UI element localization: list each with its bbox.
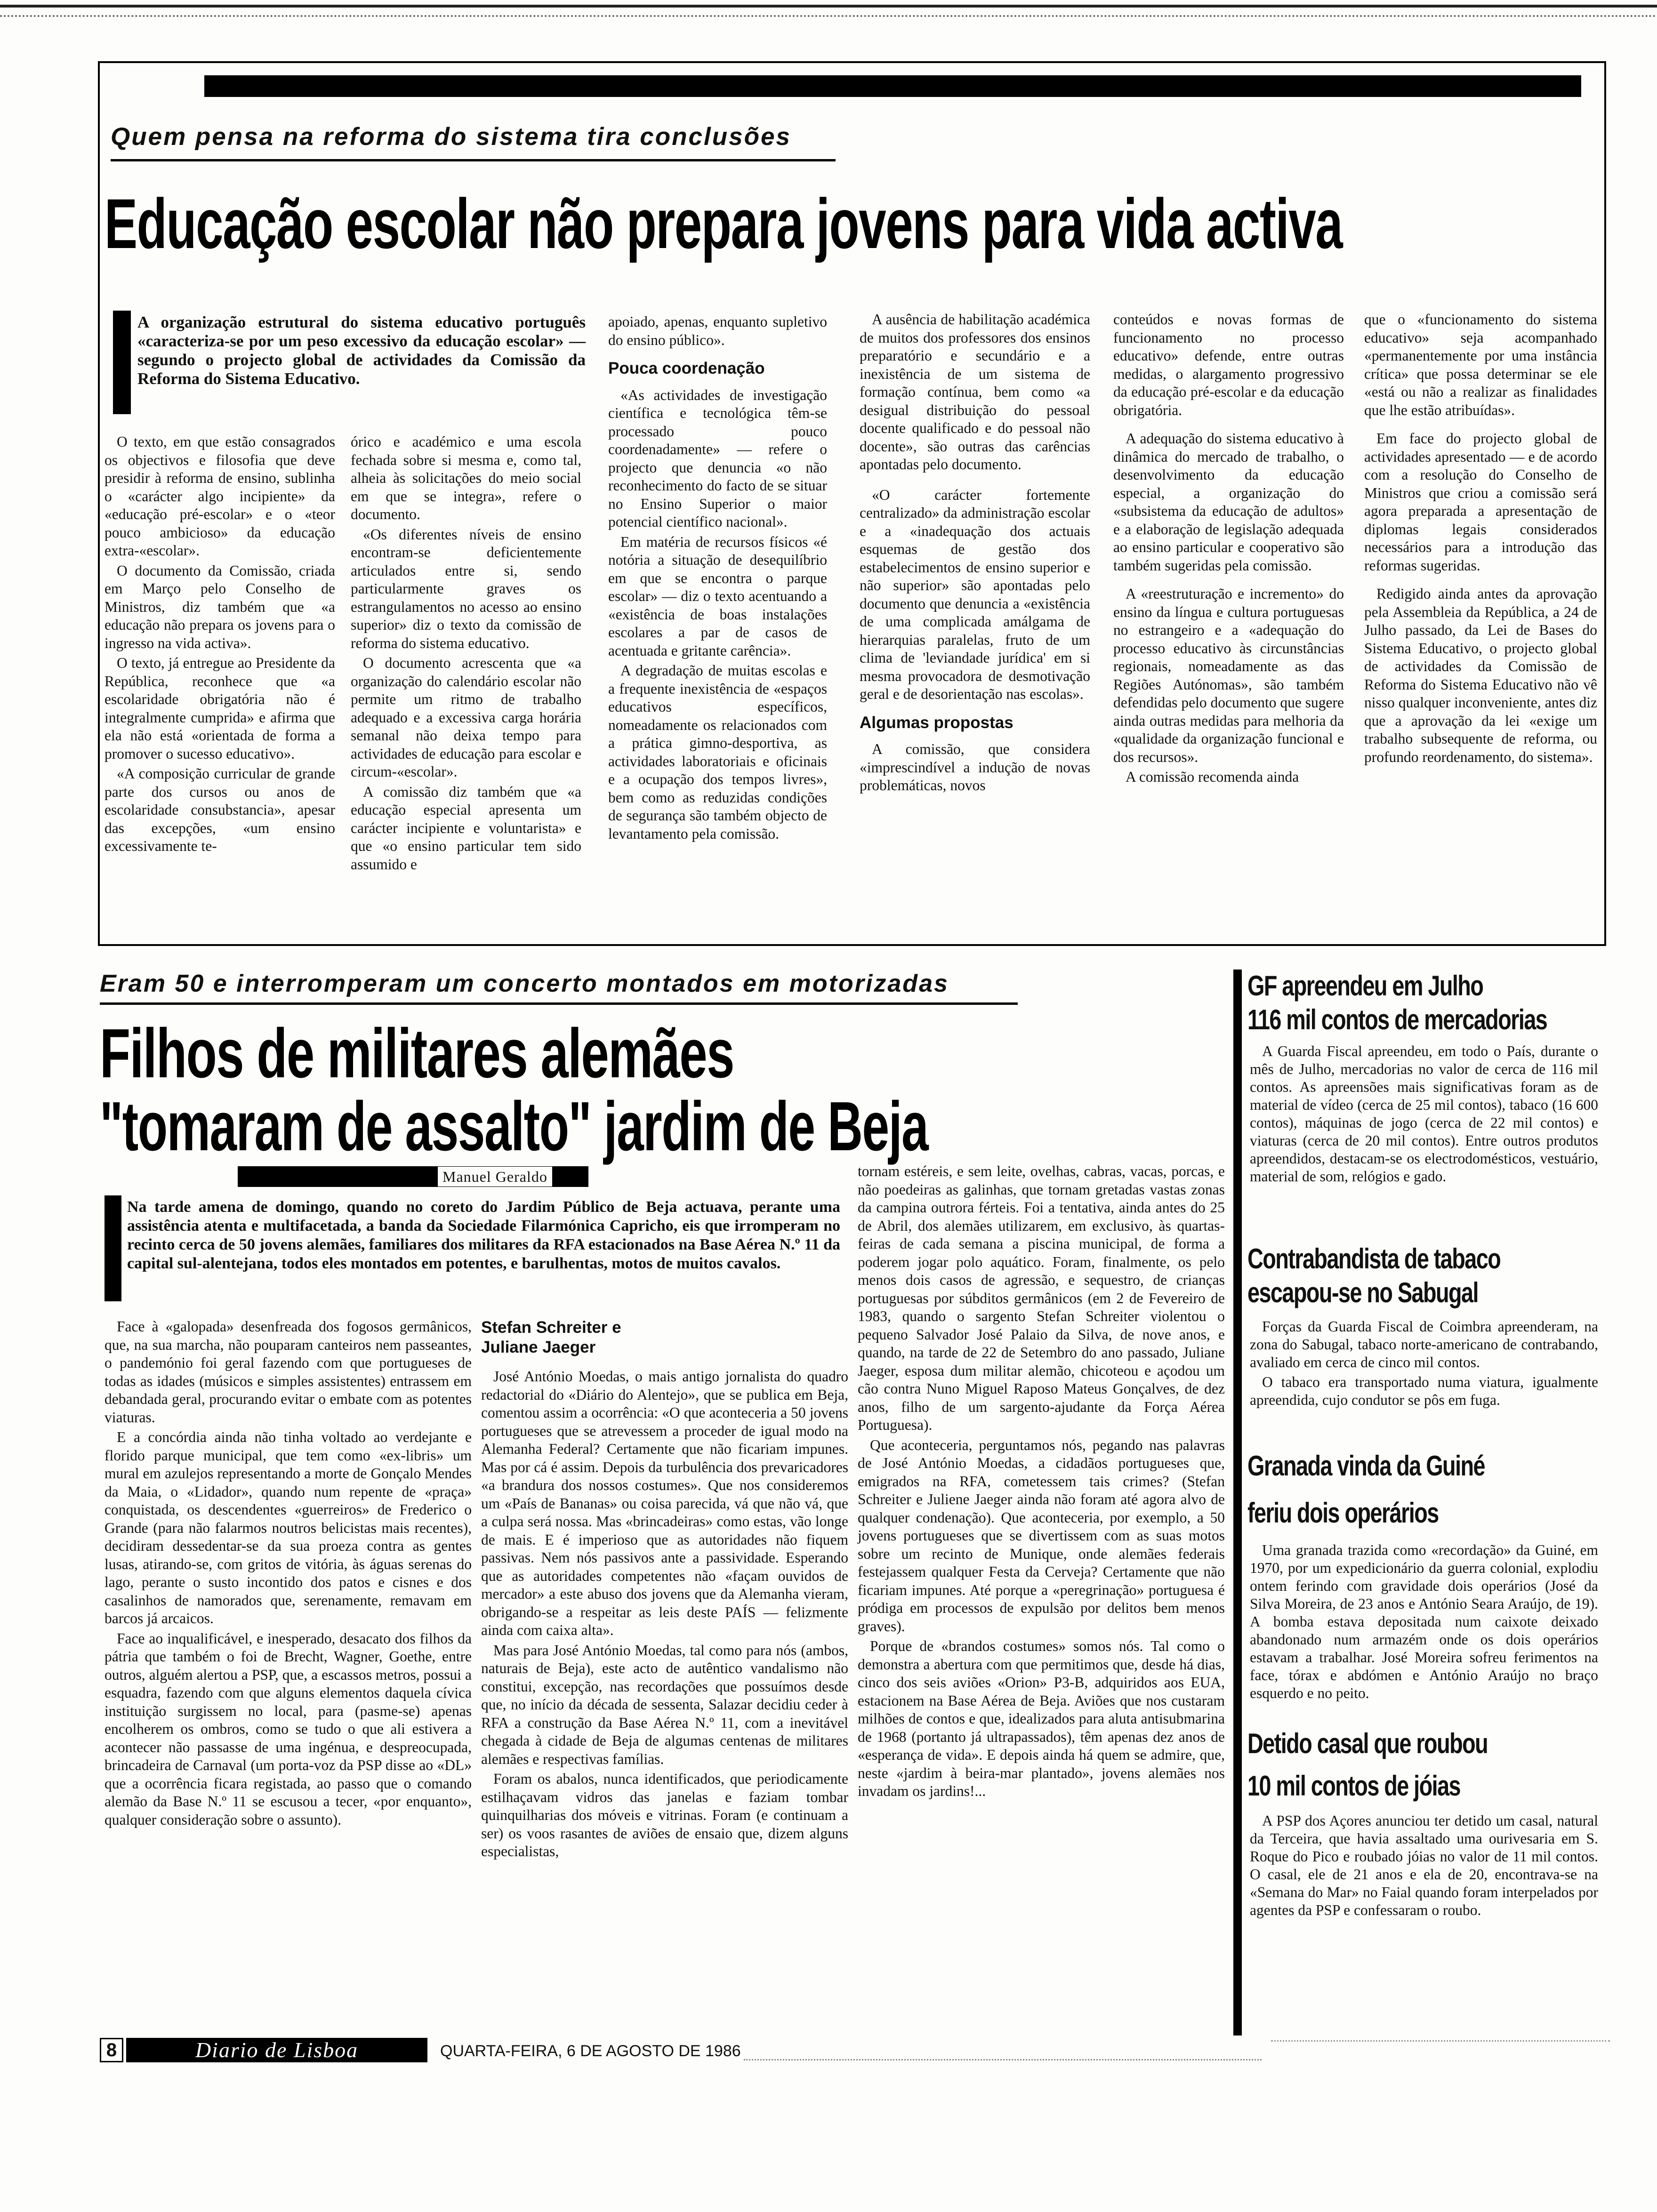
top-story-headline: Educação escolar não prepara jovens para vida activa	[105, 184, 1343, 263]
subhead-pouca-coordenacao: Pouca coordenação	[608, 359, 765, 377]
beja-story-headline-line-2: "tomaram de assalto" jardim de Beja	[100, 1088, 928, 1165]
paragraph: órico e académico e uma escola fechada sobre si mesma e, como tal, alheia às solicitações do meio social em que se integra», refere o documento.	[351, 433, 581, 522]
top-story-black-bar	[204, 75, 1581, 97]
top-story-col-3	[608, 313, 827, 845]
paragraph: apoiado, apenas, enquanto supletivo do ensino público».	[608, 313, 827, 348]
beja-story-kicker: Eram 50 e interromperam um concerto montados em motorizadas	[100, 970, 949, 997]
paragraph: O tabaco era transportado numa viatura, igualmente apreendida, cujo condutor se pôs em fuga.	[1250, 1374, 1598, 1408]
paragraph: A degradação de muitas escolas e a frequente inexistência de «espaços educativos específicos, nomeadamente os relacionados com a prática gimno-desportiva, as actividades laboratoriais e oficinais e a ocupação dos tempos livres», bem como as reduzidas condições de segurança são também objecto de levantamento pela comissão.	[608, 662, 827, 842]
brief-1-headline-line-2: 116 mil contos de mercadorias	[1247, 1004, 1547, 1035]
subhead-stefan-schreiter: Stefan Schreiter e Juliane Jaeger	[481, 1318, 621, 1356]
top-story-col-1	[105, 433, 335, 858]
footer-date: QUARTA-FEIRA, 6 DE AGOSTO DE 1986	[440, 2042, 741, 2060]
top-story-col-4	[860, 311, 1090, 797]
paragraph: conteúdos e novas formas de funcionamento no processo educativo» defende, entre outras medidas, o alargamento progressivo da educação pré-escolar e da educação obrigatória.	[1113, 311, 1344, 418]
paragraph: Em matéria de recursos físicos «é notória a situação de desequilíbrio em que se encontra o parque escolar» — diz o texto acentuando a «existência de boas instalações escolares a par de casos de acentuada e gritante carência».	[608, 533, 827, 659]
paragraph: Forças da Guarda Fiscal de Coimbra apreenderam, na zona do Sabugal, tabaco norte-americano de contrabando, avaliado em cerca de cinco mil contos.	[1250, 1318, 1598, 1370]
footer-page-number: 8	[100, 2038, 123, 2062]
beja-lead-initial-bar	[105, 1195, 121, 1301]
paragraph: O texto, já entregue ao Presidente da República, reconhece que «a escolaridade obrigatória não é integralmente cumprida» e afirma que ela não está «orientada de forma a promover o sucesso educativo».	[105, 655, 335, 762]
paragraph: A ausência de habilitação académica de muitos dos professores dos ensinos preparatório e secundário e a inexistência de um sistema de formação contínua, bem como «a desigual distribuição do pessoal docente qualificado e do pessoal não docente», são outras das carências apontadas pelo documento.	[860, 311, 1090, 473]
footer-rule	[744, 2059, 1262, 2060]
brief-2-headline-line-1: Contrabandista de tabaco	[1247, 1243, 1501, 1274]
brief-1-headline-line-1: GF apreendeu em Julho	[1247, 970, 1483, 1002]
brief-3-headline-line-1: Granada vinda da Guiné	[1247, 1450, 1485, 1482]
briefs-column-bar	[1233, 970, 1242, 2036]
top-story-lead: A organização estrutural do sistema educativo português «caracteriza-se por um peso excessivo da educação escolar» — segundo o projecto global de actividades da Comissão da Reforma do Sistema Educativo.	[137, 313, 586, 388]
brief-2-body	[1250, 1318, 1598, 1411]
paragraph: E a concórdia ainda não tinha voltado ao verdejante e florido parque municipal, que tem como «ex-libris» um mural em azulejos representando a morte de Gonçalo Mendes da Maia, o «Lidador», quando num repente de «praça» conquistada, os descendentes «guerreiros» de Frederico o Grande (para não falarmos noutros belicistas mais recentes), decidiram dessedentar-se da sua proeza contra as gentes lusas, atirando-se, com gritos de vitória, às águas serenas do lago, perante o susto incontido dos patos e cisnes e dos casalinhos de namorados que, serenamente, remavam em barcos já arcaicos.	[105, 1429, 472, 1627]
paragraph: «As actividades de investigação científica e tecnológica têm-se processado pouco coordenadamente» — refere o projecto que denuncia «o não reconhecimento do facto de se situar no Ensino Superior o maior potencial científico nacional».	[608, 386, 827, 530]
paragraph: A Guarda Fiscal apreendeu, em todo o País, durante o mês de Julho, mercadorias no valor de cerca de 116 mil contos. As apreensões mais significativas foram as de material de vídeo (cerca de 25 mil contos), tabaco (16 600 contos), máquinas de jogo (cerca de 22 mil contos) e viaturas (cerca de 20 mil contos). Entre outros produtos apreendidos, destacam-se os electrodomésticos, vestuário, material de som, relógios e gado.	[1250, 1043, 1598, 1185]
kicker-underline	[111, 159, 836, 161]
brief-3-headline-line-2: feriu dois operários	[1247, 1497, 1439, 1529]
top-edge-rule	[0, 5, 1657, 8]
paragraph: O texto, em que estão consagrados os objectivos e filosofia que deve presidir à reforma de ensino, sublinha o «carácter algo incipiente» da «educação pré-escolar» e o «teor pouco ambicioso» da educação extra-«escolar».	[105, 433, 335, 559]
paragraph: A adequação do sistema educativo à dinâmica do mercado de trabalho, o desenvolvimento da educação especial, a organização do «subsistema da educação de adultos» e a elaboração de legislação adequada ao ensino particular e cooperativo são também sugeridas pela comissão.	[1113, 430, 1344, 574]
beja-col-1	[105, 1318, 472, 1831]
paragraph: Redigido ainda antes da aprovação pela Assembleia da República, a 24 de Julho passado, da Lei de Bases do Sistema Educativo, o projecto global de actividades da Comissão de Reforma do Sistema Educativo não vê nisso qualquer inconveniente, antes diz que a aprovação da lei «exige um trabalho subsequente de reforma, ou profundo reordenamento, do sistema».	[1364, 585, 1597, 765]
paragraph: que o «funcionamento do sistema educativo» seja acompanhado «permanentemente por uma instância crítica» que possa determinar se ele «está ou não a realizar as finalidades que lhe estão atribuídas».	[1364, 311, 1597, 418]
paragraph: tornam estéreis, e sem leite, ovelhas, cabras, vacas, porcas, e não poedeiras as galinhas, que tornam gretadas vastas zonas da campina outrora férteis. Foi a tentativa, ainda antes do 25 de Abril, dos alemães utilizarem, em exclusivo, às quartas-feiras de cada semana a piscina municipal, de forma a poderem jogar polo aquático. Foram, finalmente, os pelo menos dois casos de agressão, e sequestro, de crianças portuguesas por súbditos germânicos (em 2 de Fevereiro de 1983, quando o sargento Stefan Schreiter violentou o pequeno Salvador José Palaio da Silva, de nove anos, e quando, na tarde de 22 de Setembro do ano passado, Juliane Jaeger, esposa dum militar alemão, chicoteou e açodou um cão contra Nuno Miguel Raposo Mateus Gonçalves, de dez anos, filho de um sargento-ajudante da Força Aérea Portuguesa).	[858, 1163, 1225, 1433]
beja-story-headline-line-1: Filhos de militares alemães	[100, 1015, 734, 1092]
brief-1-body	[1250, 1042, 1598, 1187]
brief-2-headline-line-2: escapou-se no Sabugal	[1247, 1277, 1478, 1308]
top-edge-dots	[0, 15, 1657, 17]
beja-col-2	[481, 1318, 848, 1863]
beja-col-3	[858, 1162, 1225, 1803]
paragraph: Que aconteceria, perguntamos nós, pegando nas palavras de José António Moedas, a cidadãos portugueses que, emigrados na RFA, cometessem tais crimes? (Stefan Schreiter e Juliene Jaeger ainda não foram até agora alvo de qualquer condenação). Que aconteceria, por exemplo, a 50 jovens portugueses que se divertissem com as suas motos sobre um recinto de Munique, onde alemães federais festejassem qualquer Festa da Cerveja? Certamente que não ficariam impunes. Até porque a «peregrinação» portuguesa é pródiga em processos de expulsão por delitos bem menos graves).	[858, 1436, 1225, 1635]
brief-4-headline-line-1: Detido casal que roubou	[1247, 1728, 1488, 1759]
paragraph: Face ao inqualificável, e inesperado, desacato dos filhos da pátria que também o foi de Brecht, Wagner, Goethe, entre outros, alguém alertou a PSP, que, a escassos metros, possui a esquadra, fazendo com que alguns elementos daquela cívica instituição surgissem no local, para (pasme-se) apenas encolherem os ombros, como se tudo o que ali estivera a acontecer não passasse de uma ingénua, e despreocupada, brincadeira de Carnaval (um porta-voz da PSP disse ao «DL» que a ocorrência ficara registada, ao passo que o comando alemão da Base N.º 11 se escusou a tecer, «por enquanto», qualquer consideração sobre o assunto).	[105, 1630, 472, 1828]
paragraph: Em face do projecto global de actividades apresentado — e de acordo com a resolução do Conselho de Ministros que criou a comissão será agora preparada a apresentação de diplomas legais considerados necessários para a introdução das reformas sugeridas.	[1364, 430, 1597, 574]
paragraph: «A composição curricular de grande parte dos cursos ou anos de escolaridade consubstancia», apesar das excepções, «um ensino excessivamente te-	[105, 765, 335, 854]
paragraph: A comissão diz também que «a educação especial apresenta um carácter incipiente e voluntarista» e que «o ensino particular tem sido assumido e	[351, 783, 581, 873]
top-story-kicker: Quem pensa na reforma do sistema tira conclusões	[111, 123, 791, 151]
paragraph: A comissão, que considera «imprescindível a indução de novas problemáticas, novos	[860, 741, 1090, 793]
subhead-algumas-propostas: Algumas propostas	[860, 713, 1014, 732]
paragraph: José António Moedas, o mais antigo jornalista do quadro redactorial do «Diário do Alentejo», que se publica em Beja, comentou assim a ocorrência: «O que aconteceria a 50 jovens portugueses que se atrevessem a proceder de igual modo na Alemanha Federal? Certamente que não ficariam impunes. Mas por cá é assim. Depois da turbulência dos prevaricadores «a brandura dos nossos costumes». Que nos consideremos um «País de Bananas» ou coisa parecida, vá que não vá, que a culpa será nossa. Mas «brincadeiras» como estas, vão longe de mais. E é imperioso que as autoridades não fiquem passivas. Nem nós passivos ante a passividade. Esperando que as autoridades competentes não «façam ouvidos de mercador» a este abuso dos jovens que da Alemanha vieram, obrigando-se a respeitar as leis deste PAÍS — felizmente ainda com caixa alta».	[481, 1368, 848, 1638]
paragraph: Foram os abalos, nunca identificados, que periodicamente estilhaçavam vidros das janelas e faziam tombar quinquilharias dos móveis e vitrinas. Foram (e continuam a ser) os voos rasantes de aviões de ensaio que, dizem alguns especialistas,	[481, 1771, 848, 1859]
brief-3-body	[1250, 1541, 1598, 1704]
lead-initial-bar	[113, 311, 131, 414]
paragraph: O documento da Comissão, criada em Março pelo Conselho de Ministros, diz também que «a educação não prepara os jovens para o ingresso na vida activa».	[105, 562, 335, 651]
beja-kicker-underline	[100, 1002, 1018, 1005]
top-story-col-6	[1364, 311, 1597, 768]
paragraph: Porque de «brandos costumes» somos nós. Tal como o demonstra a abertura com que permitimos que, desde há dias, cinco dos seis aviões «Orion» P3-B, adquiridos aos EUA, estacionem na Base Aérea de Beja. Aviões que nos custaram milhões de contos e que, idealizados para aluta antisubmarina de 1968 (portanto já ultrapassados), têm apenas dez anos de «esperança de vida». E depois ainda há quem se admire, que, neste «jardim à beira-mar plantado», jovens alemães nos invadam os jardins!...	[858, 1638, 1225, 1799]
paragraph: Face à «galopada» desenfreada dos fogosos germânicos, que, na sua marcha, não pouparam canteiros nem passeantes, o pandemónio foi geral fazendo com que portugueses de todas as idades (músicos e simples assistentes) entrassem em debandada geral, procurando evitar o embate com as potentes viaturas.	[105, 1318, 472, 1426]
footer-rule-right	[1271, 2040, 1610, 2042]
brief-4-headline-line-2: 10 mil contos de jóias	[1247, 1770, 1461, 1802]
paragraph: A PSP dos Açores anunciou ter detido um casal, natural da Terceira, que havia assaltado uma ourivesaria em S. Roque do Pico e roubado jóias no valor de 11 mil contos. O casal, ele de 21 anos e ela de 20, encontrava-se na «Semana do Mar» no Faial quando foram interpelados por agentes da PSP e confessaram o roubo.	[1250, 1812, 1598, 1918]
paragraph: Uma granada trazida como «recordação» da Guiné, em 1970, por um expedicionário da guerra colonial, explodiu ontem ferindo com gravidade dois operários (José da Silva Moreira, de 23 anos e António Seara Araújo, de 19). A bomba estava depositada num caixote deixado abandonado num armazém onde os dois operários estavam a trabalhar. José Moreira sofreu ferimentos na face, tórax e abdómen e António Araújo no braço esquerdo e no peito.	[1250, 1542, 1598, 1701]
paragraph: Mas para José António Moedas, tal como para nós (ambos, naturais de Beja), este acto de autêntico vandalismo não constitui, excepção, nas recordações que possuímos desde que, no início da década de sessenta, Salazar decidiu ceder à RFA a construção da Base Aérea N.º 11, com a inevitável chegada à cidade de Beja de algumas centenas de militares alemães e respectivas famílias.	[481, 1642, 848, 1767]
top-story-col-2	[351, 433, 581, 875]
paragraph: O documento acrescenta que «a organização do calendário escolar não permite um ritmo de trabalho adequado e a excessiva carga horária semanal não deixa tempo para actividades de educação para escolar e circum-«escolar».	[351, 655, 581, 780]
paragraph: A «reestruturação e incremento» do ensino da língua e cultura portuguesas no estrangeiro e a «adequação do processo educativo às circunstâncias regionais, nomeadamente as das Regiões Autónomas», são também defendidas pelo documento que sugere ainda outras medidas para melhoria da «qualidade da organização funcional e dos recursos».	[1113, 585, 1344, 765]
byline: Manuel Geraldo	[438, 1167, 552, 1186]
footer-masthead: Diario de Lisboa	[126, 2038, 427, 2062]
paragraph: «O carácter fortemente centralizado» da administração escolar e a «inadequação dos actuais esquemas de gestão dos estabelecimentos de ensino superior e não superior» são apontadas pelo documento que denuncia a «existência de uma complicada amálgama de hierarquias paralelas, fruto de um clima de 'leviandade jurídica' em si mesma provocadora de desmotivação geral e de desorientação nas escolas».	[860, 486, 1090, 702]
brief-4-body	[1250, 1812, 1598, 1921]
top-story-col-5	[1113, 311, 1344, 788]
paragraph: «Os diferentes níveis de ensino encontram-se deficientemente articulados entre si, sendo particularmente graves os estrangulamentos no acesso ao ensino superior» diz o texto da comissão de reforma do sistema educativo.	[351, 526, 581, 651]
beja-story-lead: Na tarde amena de domingo, quando no coreto do Jardim Público de Beja actuava, perante uma assistência atenta e multifacetada, a banda da Sociedade Filarmónica Capricho, eis que irromperam no recinto cerca de 50 jovens alemães, familiares dos militares da RFA estacionados na Base Aérea N.º 11 da capital sul-alentejana, todos eles montados em potentes, e barulhentas, motos de muitos cavalos.	[127, 1198, 840, 1272]
paragraph: A comissão recomenda ainda	[1126, 769, 1299, 785]
